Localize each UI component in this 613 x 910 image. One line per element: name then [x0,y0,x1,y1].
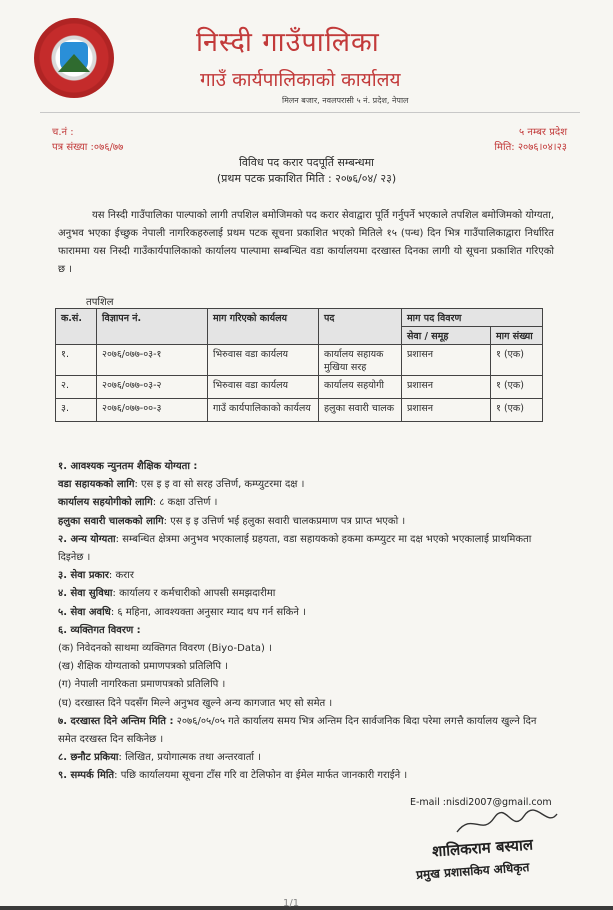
s2-label: २. अन्य योग्यता [58,533,116,545]
row-ad-no: २०७६/०७७-०३-२ [97,376,208,399]
province-line: ५ नं. प्रदेश, नेपाल [356,96,409,105]
s9-text: : पछि कार्यालयमा सूचना टाँस गरि वा टेलिफोन वा ईमेल मार्फत जानकारी गराईने । [114,770,408,782]
date-block [494,125,567,155]
s4-label: ४. सेवा सुविधा [58,588,113,600]
s1-c-label: हलुका सवारी चालकको लागि [58,515,164,527]
s7-text: २०७६/०५/०५ गते कार्यालय समय भित्र अन्तिम दिन सार्वजनिक बिदा परेमा लगत्तै कार्यालय खुल्ने दिन समेत दरखस्त दिन सकिनेछ । [58,715,537,746]
col-service: सेवा / समूह [402,327,491,345]
col-sn: क.सं. [56,309,97,345]
intro-paragraph: यस निस्दी गाउँपालिका पाल्पाको लागी तपशिल बमोजिमको पद करार सेवाद्वारा पूर्ति गर्नुपर्ने भएकाले तपशिल बमोजिमको योग्यता, अनुभव भएका ईच्छुक नेपाली नागरिकहरुलाई प्रथम पटक सूचना प्रकाशित भएको मितिले १५ (पन्ध) दिन भित्र गाउँपालिकाद्वारा निर्धारित फाराममा यस निस्दी गाउँकार्यपालिकाको कार्यालय पाल्पामा सम्बन्धित वडा कार्यालयमा दरखास्त दिनका लागी यो सूचना प्रकाशित गरिएको छ । [58,210,554,275]
s9-label: ९. सम्पर्क मिति [58,770,115,782]
table-row [56,376,543,399]
publish-date-line: (प्रथम पटक प्रकाशित मिति : २०७६/०४/ २३) [216,172,397,185]
reference-block [52,125,123,155]
row-ad-no: २०७६/०७७-००-३ [97,399,208,422]
col-detail: माग पद विवरण [402,309,543,327]
s1-a-label: वडा सहायकको लागि [58,479,135,491]
table-row [56,345,543,376]
s3-text: : करार [108,570,134,582]
row-sn: ३. [56,399,97,422]
row-count: १ (एक) [491,376,543,399]
requirements-section [58,458,558,786]
row-service: प्रशासन [402,399,491,422]
s1-title: १. आवश्यक न्युनतम शैक्षिक योग्यता : [58,461,198,472]
row-post: हलुका सवारी चालक [319,399,402,422]
row-post: कार्यालय सहायक मुखिया सरह [319,345,402,376]
office-subtitle: गाउँ कार्यपालिकाको कार्यालय [200,69,401,91]
row-count: १ (एक) [491,345,543,376]
row-count: १ (एक) [491,399,543,422]
s3-label: ३. सेवा प्रकार [58,570,109,582]
contact-email: E-mail :nisdi2007@gmail.com [410,797,552,808]
patra-sankhya: पत्र संख्या :०७६/७७ [52,142,124,153]
col-office: माग गरिएको कार्यलय [208,309,319,345]
s6-title: ६. व्यक्तिगत विवरण : [58,624,141,636]
subject-line: विविध पद करार पदपूर्ति सम्बन्धमा [238,156,375,169]
header-divider [40,112,580,113]
signer-name: शालिकराम बस्याल [431,835,534,861]
issue-date: मिति: २०७६।०४।२३ [494,142,567,153]
s6-item: (क) निवेदनको साथमा व्यक्तिगत विवरण (Biyo-Data) । [58,643,272,655]
row-sn: २. [56,376,97,399]
row-service: प्रशासन [402,376,491,399]
s1-c-text: : एस इ इ उत्तिर्ण भई हलुका सवारी चालकप्रमाण पत्र प्राप्त भएको । [163,515,406,527]
s4-text: : कार्यालय र कर्मचारीको आपसी समझदारीमा [112,588,276,600]
row-office: भिरुवास वडा कार्यलय [208,345,319,376]
col-ad-no: विज्ञापन नं. [97,309,208,345]
address-line: मिलन बजार, नवलपरासी [282,96,354,105]
positions-table [55,308,543,422]
row-office: भिरुवास वडा कार्यलय [208,376,319,399]
table-row [56,399,543,422]
page-indicator: 1/1 [283,898,300,909]
s5-text: : ६ महिना, आवश्यक्ता अनुसार म्याद थप गर्न सकिने । [110,606,306,618]
s7-label: ७. दरखास्त दिने अन्तिम मिति : [58,715,174,727]
s1-a-text: : एस इ इ वा सो सरह उत्तिर्ण, कम्प्युटरमा दक्ष । [134,479,305,491]
municipality-title: निस्दी गाउँपालिका [196,27,380,58]
subject-block [0,155,613,187]
cha-no: च.नं : [52,127,74,138]
office-address [282,95,408,106]
s8-label: ८. छनौट प्रकिया [58,752,119,764]
s6-item: (घ) दरखास्त दिने पदसँग मिल्ने अनुभव खुल्ने अन्य कागजात भए सो समेत । [58,697,333,709]
col-count: माग संख्या [491,327,543,345]
s6-item: (ख) शैक्षिक योग्यताको प्रमाणपत्रको प्रतिलिपि । [58,661,229,673]
table-caption: तपशिल [86,297,114,308]
row-ad-no: २०७६/०७७-०३-१ [97,345,208,376]
s2-text: : सम्बन्धित क्षेत्रमा अनुभव भएकालाई ग्रहयता, वडा सहायकको हकमा कम्प्युटर मा दक्ष भएको भएकालाई प्राथमिकता दिइनेछ । [58,533,532,564]
row-post: कार्यालय सहयोगी [319,376,402,399]
signer-title: प्रमुख प्रशासकिय अधिकृत [415,860,530,882]
row-office: गाउँ कार्यपालिकाको कार्यलय [208,399,319,422]
municipality-emblem-icon [34,18,114,98]
s6-item: (ग) नेपाली नागरिकता प्रमाणपत्रको प्रतिलिपि । [58,679,226,691]
col-post: पद [319,309,402,345]
row-service: प्रशासन [402,345,491,376]
province-label: ५ नम्बर प्रदेश [519,127,567,138]
s1-b-text: : ८ कक्षा उत्तिर्ण । [152,497,218,509]
s5-label: ५. सेवा अवधि [58,606,111,618]
signature-scribble-icon [452,808,562,838]
s1-b-label: कार्यालय सहयोगीको लागि [58,497,153,509]
s8-text: : लिखित, प्रयोगात्मक तथा अन्तरवार्ता । [118,752,261,764]
row-sn: १. [56,345,97,376]
